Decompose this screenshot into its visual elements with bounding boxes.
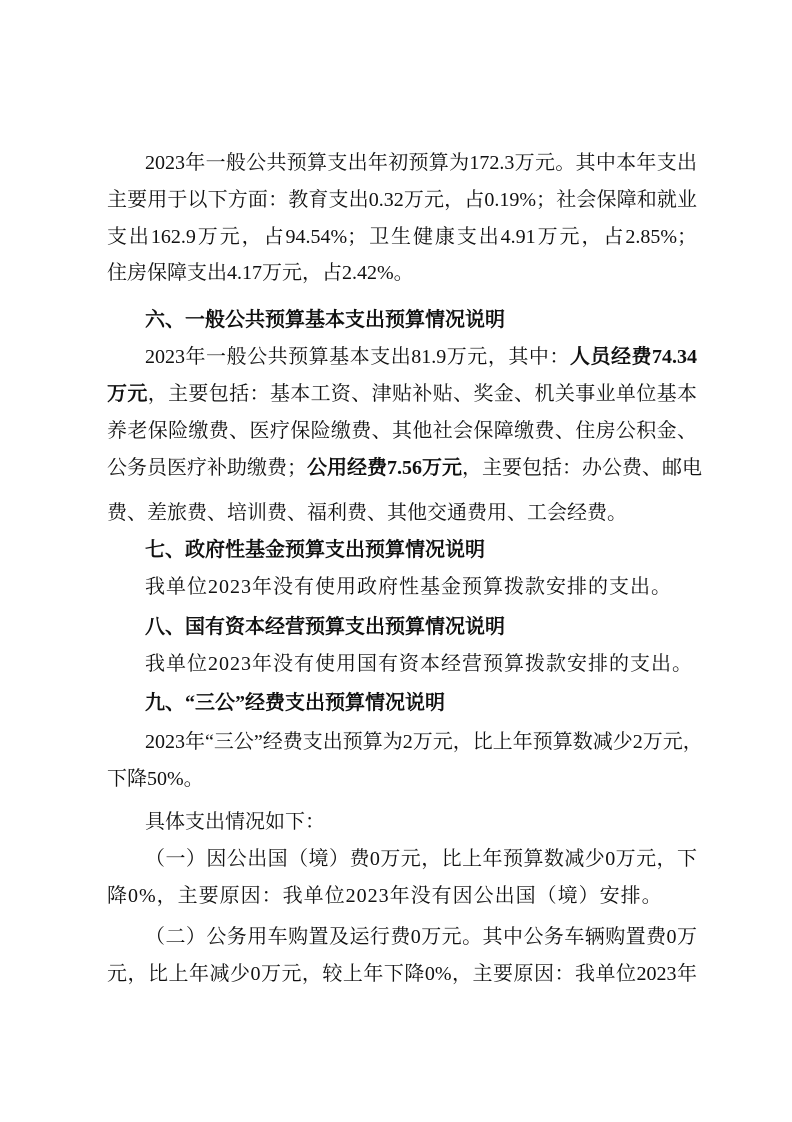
body-text-line: [145, 344, 697, 370]
body-text-line: 元，比上年减少0万元，较上年下降0%，主要原因：我单位2023年: [107, 963, 697, 985]
body-text-line: 支出162.9万元，占94.54%；卫生健康支出4.91万元，占2.85%；: [107, 226, 697, 248]
section-heading-7: 七、政府性基金预算支出预算情况说明: [145, 539, 485, 561]
body-text-line: 2023年“三公”经费支出预算为2万元，比上年预算数减少2万元，: [145, 731, 703, 753]
body-text-line: 下降50%。: [107, 768, 204, 790]
section-heading-8: 八、国有资本经营预算支出预算情况说明: [145, 616, 505, 638]
body-text-line: 费、差旅费、培训费、福利费、其他交通费用、工会经费。: [107, 502, 627, 524]
text-run: 2023年一般公共预算基本支出81.9万元，其中：: [145, 346, 570, 368]
text-run: 公务员医疗补助缴费；: [107, 457, 307, 479]
body-text-line: 主要用于以下方面：教育支出0.32万元，占0.19%；社会保障和就业: [107, 189, 697, 211]
text-run: ，主要包括：办公费、邮电: [462, 457, 702, 479]
emphasis-personnel-cost: 人员经费74.34: [569, 346, 698, 368]
section-heading-9: 九、“三公”经费支出预算情况说明: [145, 692, 445, 714]
body-text-line: （一）因公出国（境）费0万元，比上年预算数减少0万元，下: [145, 848, 697, 870]
body-text-line: [107, 455, 702, 481]
body-text-line: 我单位2023年没有使用政府性基金预算拨款安排的支出。: [145, 576, 672, 598]
body-text-line: 2023年一般公共预算支出年初预算为172.3万元。其中本年支出: [145, 152, 697, 174]
body-text-line: 降0%，主要原因：我单位2023年没有因公出国（境）安排。: [107, 885, 663, 907]
body-text-line: 具体支出情况如下：: [145, 811, 325, 833]
text-run: ，主要包括：基本工资、津贴补贴、奖金、机关事业单位基本: [147, 383, 698, 405]
body-text-line: [107, 381, 697, 407]
section-heading-6: 六、一般公共预算基本支出预算情况说明: [145, 309, 505, 331]
body-text-line: 住房保障支出4.17万元，占2.42%。: [107, 262, 414, 284]
emphasis-public-cost: 公用经费7.56万元: [307, 457, 462, 479]
body-text-line: 养老保险缴费、医疗保险缴费、其他社会保障缴费、住房公积金、: [107, 420, 697, 442]
body-text-line: （二）公务用车购置及运行费0万元。其中公务车辆购置费0万: [145, 926, 697, 948]
emphasis-unit: 万元: [107, 383, 148, 405]
body-text-line: 我单位2023年没有使用国有资本经营预算拨款安排的支出。: [145, 653, 693, 675]
